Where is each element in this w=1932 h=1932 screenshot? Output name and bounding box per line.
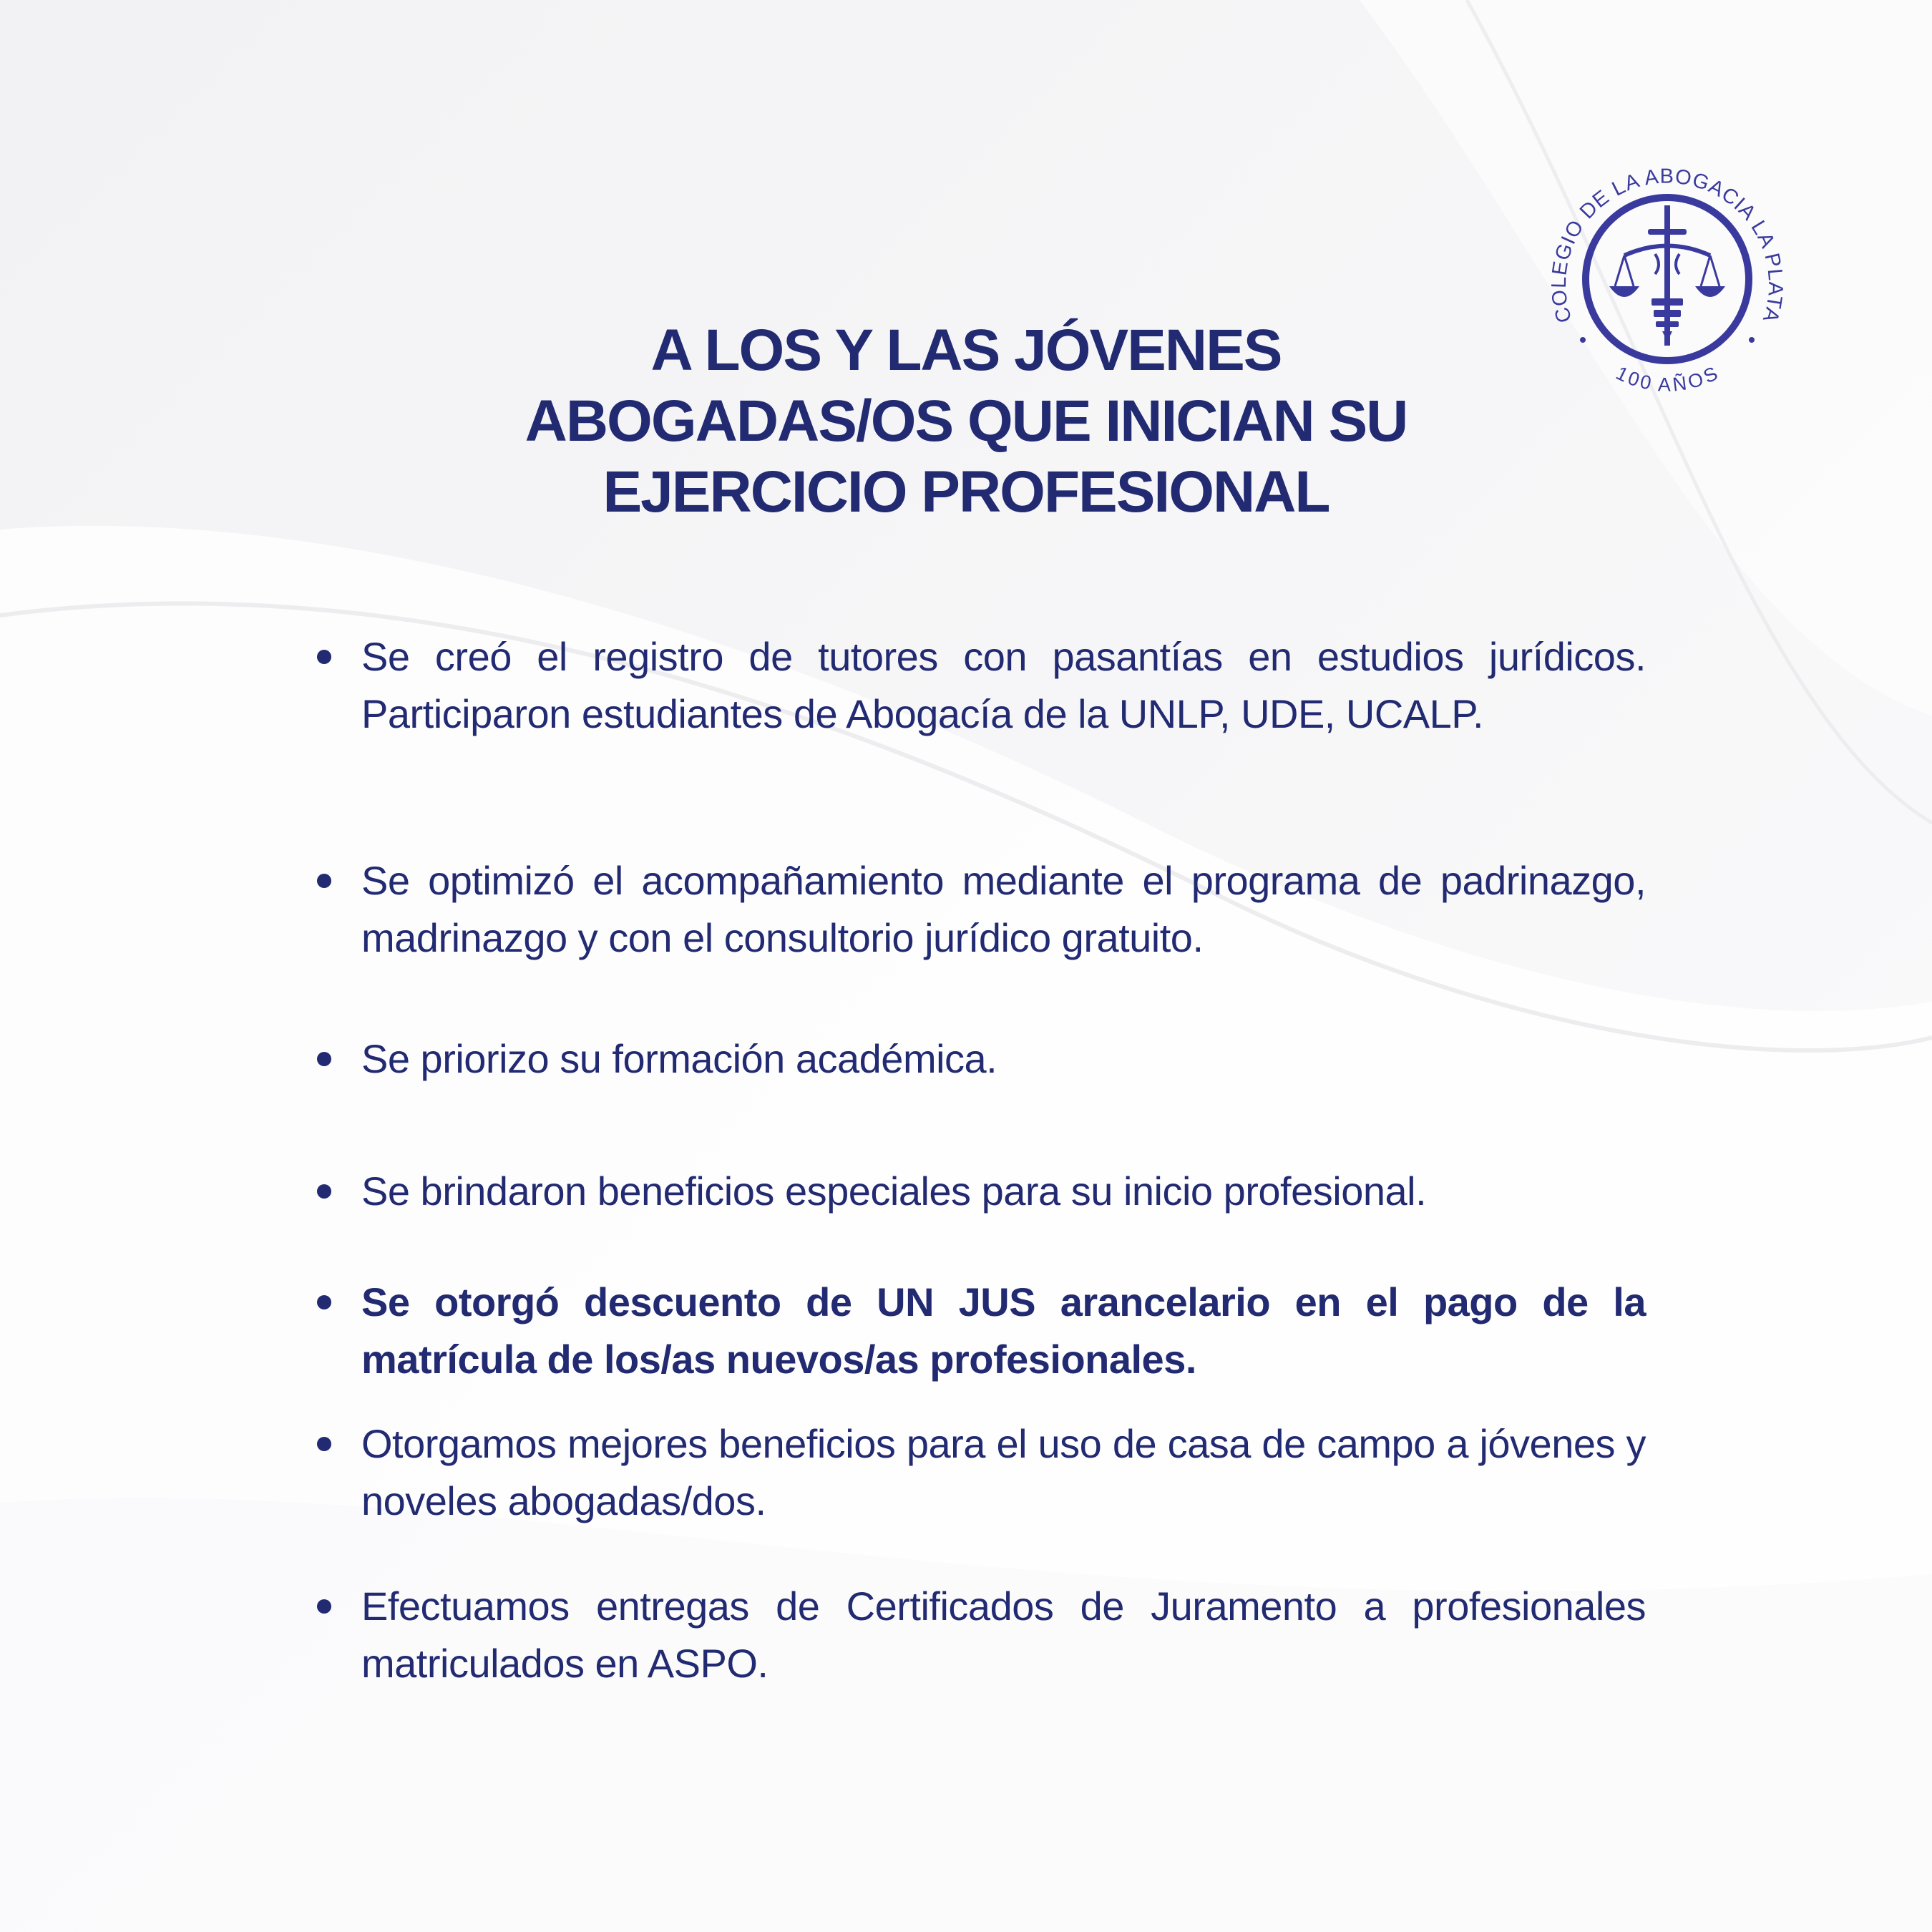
bullet-icon [317,650,331,664]
list-item [361,628,1646,743]
list-item-highlighted [361,1274,1646,1388]
list-item-text: Efectuamos entregas de Certificados de Juramento a profesionales matriculados en ASPO. [361,1584,1646,1686]
bullet-icon [317,1295,331,1309]
bullet-icon [317,1052,331,1066]
bullet-icon [317,1437,331,1451]
list-item [361,1415,1646,1530]
list-item-text: Se otorgó descuento de UN JUS arancelario en el pago de la matrícula de los/as nuevos/as profesionales. [361,1279,1646,1382]
title-line: EJERCICIO PROFESIONAL [602,459,1330,525]
bullet-icon [317,1184,331,1199]
list-item [361,1578,1646,1692]
title-line: A LOS Y LAS JÓVENES [650,318,1282,383]
list-item-text: Se optimizó el acompañamiento mediante el programa de padrinazgo, madrinazgo y con el consultorio jurídico gratuito. [361,858,1646,960]
list-item [361,1030,1646,1088]
logo-arc-text: COLEGIO DE LA ABOGACIA LA PLATA [1547,165,1787,326]
list-item [361,852,1646,967]
bullet-icon [317,1599,331,1614]
list-item-text: Se brindaron beneficios especiales para su inicio profesional. [361,1169,1427,1214]
list-item [361,1163,1646,1220]
list-item-text: Se creó el registro de tutores con pasantías en estudios jurídicos. Participaron estudiantes de Abogacía de la UNLP, UDE, UCALP. [361,634,1646,736]
list-item-text: Se priorizo su formación académica. [361,1036,997,1081]
title-line: ABOGADAS/OS QUE INICIAN SU [525,389,1407,454]
bullet-icon [317,874,331,888]
logo-anniversary-text: 100 AÑOS [1612,362,1722,396]
list-item-text: Otorgamos mejores beneficios para el uso de casa de campo a jóvenes y noveles abogadas/dos. [361,1421,1646,1523]
